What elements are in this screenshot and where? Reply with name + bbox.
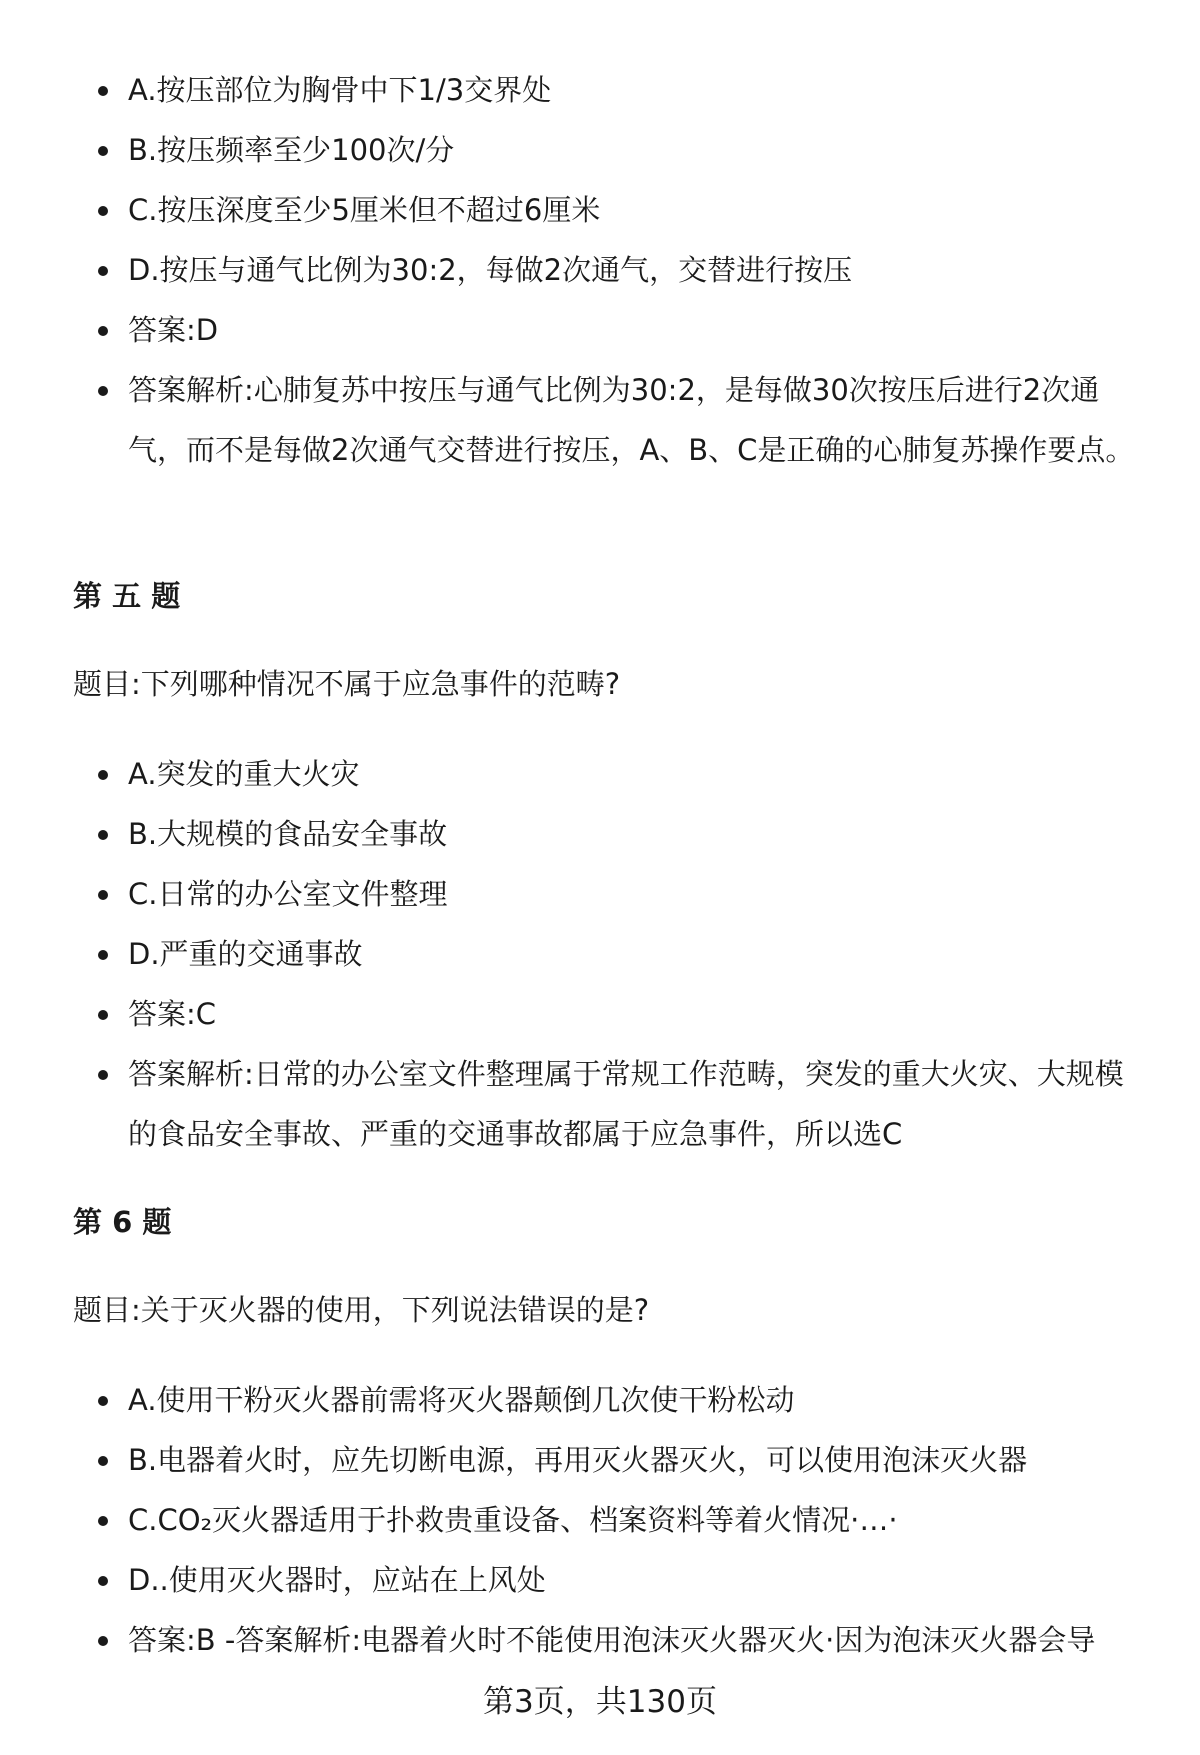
q4-explanation: 答案解析:心肺复苏中按压与通气比例为30:2，是每做30次按压后进行2次通气，而不是每做2次通气交替进行按压，A、B、C是正确的心肺复苏操作要点。 — [0, 360, 1200, 480]
q5-answer: 答案:C — [0, 984, 1200, 1044]
q5-option-a: A.突发的重大火灾 — [0, 744, 1200, 804]
q5-question: 题目:下列哪种情况不属于应急事件的范畴? — [73, 667, 621, 701]
q5-option-b: B.大规模的食品安全事故 — [0, 804, 1200, 864]
q6-heading: 第 6 题 — [73, 1205, 172, 1239]
q5-option-c: C.日常的办公室文件整理 — [0, 864, 1200, 924]
q4-option-b: B.按压频率至少100次/分 — [0, 120, 1200, 180]
q6-option-a: A.使用干粉灭火器前需将灭火器颠倒几次使干粉松动 — [0, 1370, 1200, 1430]
q5-options-list — [0, 744, 1200, 1164]
q6-question: 题目:关于灭火器的使用，下列说法错误的是? — [73, 1293, 650, 1327]
q6-options-list — [0, 1370, 1200, 1670]
q4-option-d: D.按压与通气比例为30:2，每做2次通气，交替进行按压 — [0, 240, 1200, 300]
q4-options-list — [0, 60, 1200, 480]
q4-option-c: C.按压深度至少5厘米但不超过6厘米 — [0, 180, 1200, 240]
q4-answer: 答案:D — [0, 300, 1200, 360]
q5-explanation: 答案解析:日常的办公室文件整理属于常规工作范畴，突发的重大火灾、大规模的食品安全事故、严重的交通事故都属于应急事件，所以选C — [0, 1044, 1200, 1164]
q4-option-a: A.按压部位为胸骨中下1/3交界处 — [0, 60, 1200, 120]
q5-heading: 第 五 题 — [73, 579, 181, 613]
q6-option-d: D..使用灭火器时，应站在上风处 — [0, 1550, 1200, 1610]
q6-option-c: C.CO₂灭火器适用于扑救贵重设备、档案资料等着火情况·…· — [0, 1490, 1200, 1550]
q5-option-d: D.严重的交通事故 — [0, 924, 1200, 984]
q6-option-b: B.电器着火时，应先切断电源，再用灭火器灭火，可以使用泡沫灭火器 — [0, 1430, 1200, 1490]
page-number-footer: 第3页，共130页 — [483, 1684, 717, 1720]
q6-answer-partial: 答案:B -答案解析:电器着火时不能使用泡沫灭火器灭火·因为泡沫灭火器会导 — [0, 1610, 1200, 1670]
